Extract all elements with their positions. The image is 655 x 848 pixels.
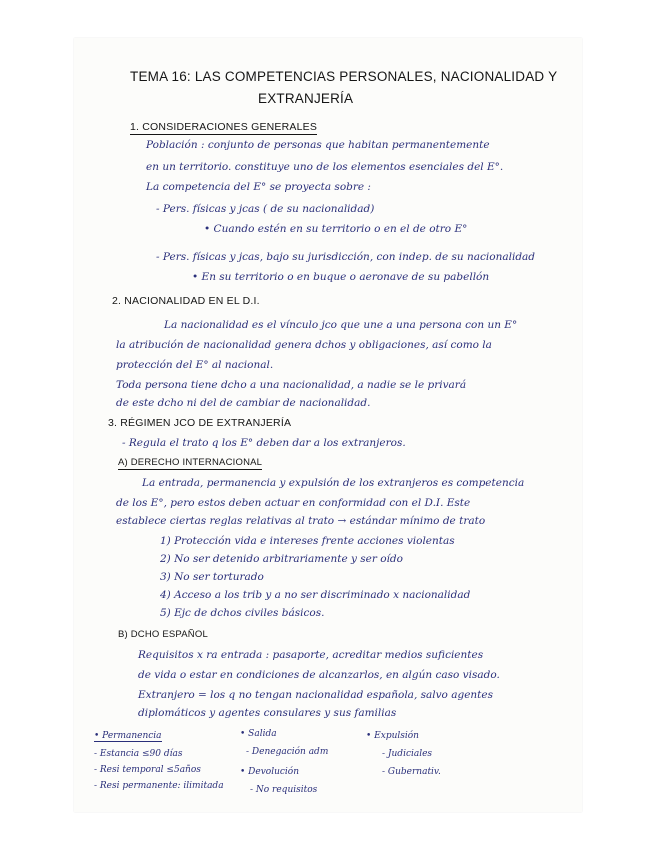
a-line: La entrada, permanencia y expulsión de los extranjeros es competencia <box>142 477 525 489</box>
s1-bullet: - Pers. físicas y jcas, bajo su jurisdicción, con indep. de su nacionalidad <box>156 251 536 263</box>
s2-line: Toda persona tiene dcho a una nacionalidad, a nadie se le privará <box>116 379 467 391</box>
s1-sub-bullet: • Cuando estén en su territorio o en el de otro E° <box>204 223 468 235</box>
salida-item: • Devolución <box>240 767 300 777</box>
section-3-heading: 3. RÉGIMEN JCO DE EXTRANJERÍA <box>108 417 292 429</box>
permanencia-header: • Permanencia <box>94 731 162 741</box>
a-list-item: 5) Ejc de dchos civiles básicos. <box>160 607 325 619</box>
expulsion-item: - Judiciales <box>382 749 433 759</box>
page-title-line-2: EXTRANJERÍA <box>258 91 354 106</box>
section-2-heading: 2. NACIONALIDAD EN EL D.I. <box>112 295 260 307</box>
s3-intro: - Regula el trato q los E° deben dar a los extranjeros. <box>122 437 406 449</box>
s2-line: La nacionalidad es el vínculo jco que une a una persona con un E° <box>164 319 518 331</box>
s1-bullet: - Pers. físicas y jcas ( de su nacionalidad) <box>156 203 375 215</box>
a-list-item: 2) No ser detenido arbitrariamente y ser oído <box>160 553 403 565</box>
s2-line: protección del E° al nacional. <box>116 359 274 371</box>
s1-line: La competencia del E° se proyecta sobre : <box>146 181 371 193</box>
subsection-a-heading: A) DERECHO INTERNACIONAL <box>118 457 263 468</box>
s1-sub-bullet: • En su territorio o en buque o aeronave de su pabellón <box>192 271 490 283</box>
section-1-heading: 1. CONSIDERACIONES GENERALES <box>130 121 318 133</box>
subsection-b-heading: B) DCHO ESPAÑOL <box>118 629 208 640</box>
s2-line: de este dcho ni del de cambiar de nacionalidad. <box>116 397 371 409</box>
a-list-item: 1) Protección vida e intereses frente acciones violentas <box>160 535 455 547</box>
a-list-item: 4) Acceso a los trib y a no ser discriminado x nacionalidad <box>160 589 471 601</box>
b-line: Requisitos x ra entrada : pasaporte, acreditar medios suficientes <box>138 649 484 661</box>
permanencia-item: - Resi permanente: ilimitada <box>94 781 224 791</box>
handwritten-notes-page <box>74 38 582 812</box>
s1-line: Población : conjunto de personas que habitan permanentemente <box>146 139 490 151</box>
a-list-item: 3) No ser torturado <box>160 571 264 583</box>
b-line: Extranjero = los q no tengan nacionalidad española, salvo agentes <box>138 689 493 701</box>
s2-line: la atribución de nacionalidad genera dchos y obligaciones, así como la <box>116 339 492 351</box>
s1-line: en un territorio. constituye uno de los elementos esenciales del E°. <box>146 161 504 173</box>
page-title-line-1: TEMA 16: LAS COMPETENCIAS PERSONALES, NACIONALIDAD Y <box>130 69 558 84</box>
salida-item: - Denegación adm <box>246 747 329 757</box>
b-line: diplomáticos y agentes consulares y sus familias <box>138 707 397 719</box>
permanencia-item: - Resi temporal ≤5años <box>94 765 201 775</box>
expulsion-item: - Gubernativ. <box>382 767 441 777</box>
expulsion-header: • Expulsión <box>366 731 419 741</box>
salida-header: • Salida <box>240 729 277 739</box>
permanencia-item: - Estancia ≤90 días <box>94 749 183 759</box>
salida-item: - No requisitos <box>250 785 318 795</box>
a-line: establece ciertas reglas relativas al trato → estándar mínimo de trato <box>116 515 486 527</box>
a-line: de los E°, pero estos deben actuar en conformidad con el D.I. Este <box>116 497 471 509</box>
b-line: de vida o estar en condiciones de alcanzarlos, en algún caso visado. <box>138 669 500 681</box>
